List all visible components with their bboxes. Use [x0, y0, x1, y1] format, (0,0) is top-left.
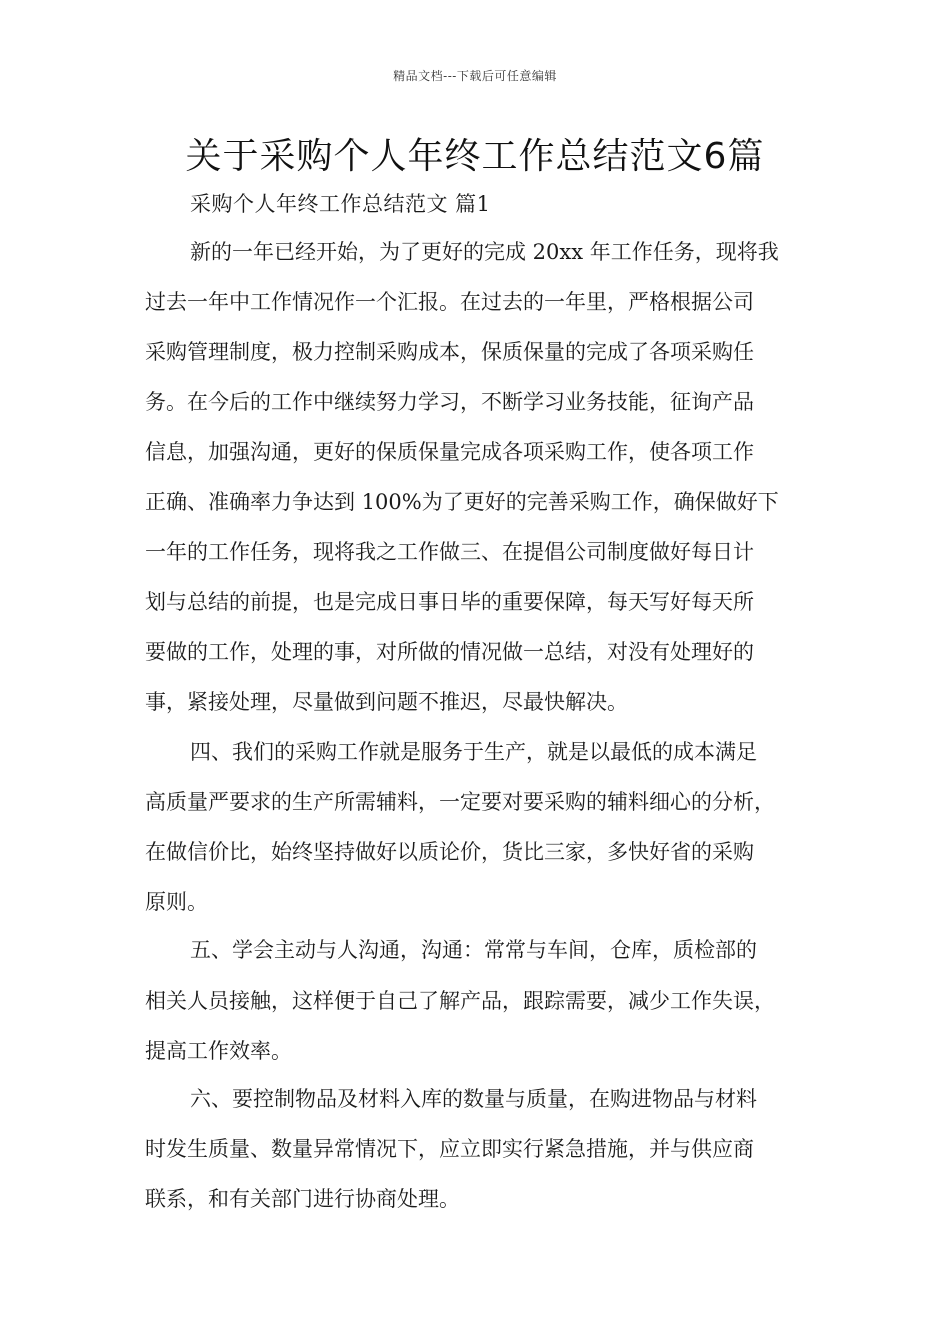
paragraph-line: 划与总结的前提，也是完成日事日毕的重要保障，每天写好每天所 [145, 590, 754, 614]
paragraph-line: 要做的工作，处理的事，对所做的情况做一总结，对没有处理好的 [145, 640, 754, 664]
paragraph-line: 联系，和有关部门进行协商处理。 [145, 1187, 460, 1211]
paragraph-line: 高质量严要求的生产所需辅料，一定要对要采购的辅料细心的分析， [145, 790, 775, 814]
paragraph-line: 原则。 [145, 890, 208, 914]
paragraph-line: 六、要控制物品及材料入库的数量与质量，在购进物品与材料 [190, 1087, 757, 1111]
paragraph-line: 相关人员接触，这样便于自己了解产品，跟踪需要，减少工作失误， [145, 989, 775, 1013]
paragraph-1 [145, 236, 810, 716]
paragraph-line: 过去一年中工作情况作一个汇报。在过去的一年里，严格根据公司 [145, 290, 754, 314]
paragraph-line: 五、学会主动与人沟通，沟通：常常与车间，仓库，质检部的 [190, 938, 757, 962]
paragraph-line: 四、我们的采购工作就是服务于生产，就是以最低的成本满足 [190, 740, 757, 764]
paragraph-line: 信息，加强沟通，更好的保质保量完成各项采购工作，使各项工作 [145, 440, 754, 464]
paragraph-line: 提高工作效率。 [145, 1039, 292, 1063]
paragraph-2 [145, 736, 810, 916]
section-heading: 采购个人年终工作总结范文 篇1 [190, 192, 491, 216]
paragraph-4 [145, 1083, 810, 1213]
paragraph-line: 新的一年已经开始，为了更好的完成 20xx 年工作任务，现将我 [190, 240, 779, 264]
paragraph-line: 正确、准确率力争达到 100%为了更好的完善采购工作，确保做好下 [145, 490, 779, 514]
document-title: 关于采购个人年终工作总结范文6篇 [185, 136, 765, 177]
paragraph-line: 一年的工作任务，现将我之工作做三、在提倡公司制度做好每日计 [145, 540, 754, 564]
paragraph-3 [145, 934, 810, 1064]
paragraph-line: 采购管理制度，极力控制采购成本，保质保量的完成了各项采购任 [145, 340, 754, 364]
paragraph-line: 时发生质量、数量异常情况下，应立即实行紧急措施，并与供应商 [145, 1137, 754, 1161]
paragraph-line: 事，紧接处理，尽量做到问题不推迟，尽最快解决。 [145, 690, 628, 714]
paragraph-line: 务。在今后的工作中继续努力学习，不断学习业务技能，征询产品 [145, 390, 754, 414]
paragraph-line: 在做信价比，始终坚持做好以质论价，货比三家，多快好省的采购 [145, 840, 754, 864]
header-note: 精品文档---下载后可任意编辑 [393, 69, 557, 83]
